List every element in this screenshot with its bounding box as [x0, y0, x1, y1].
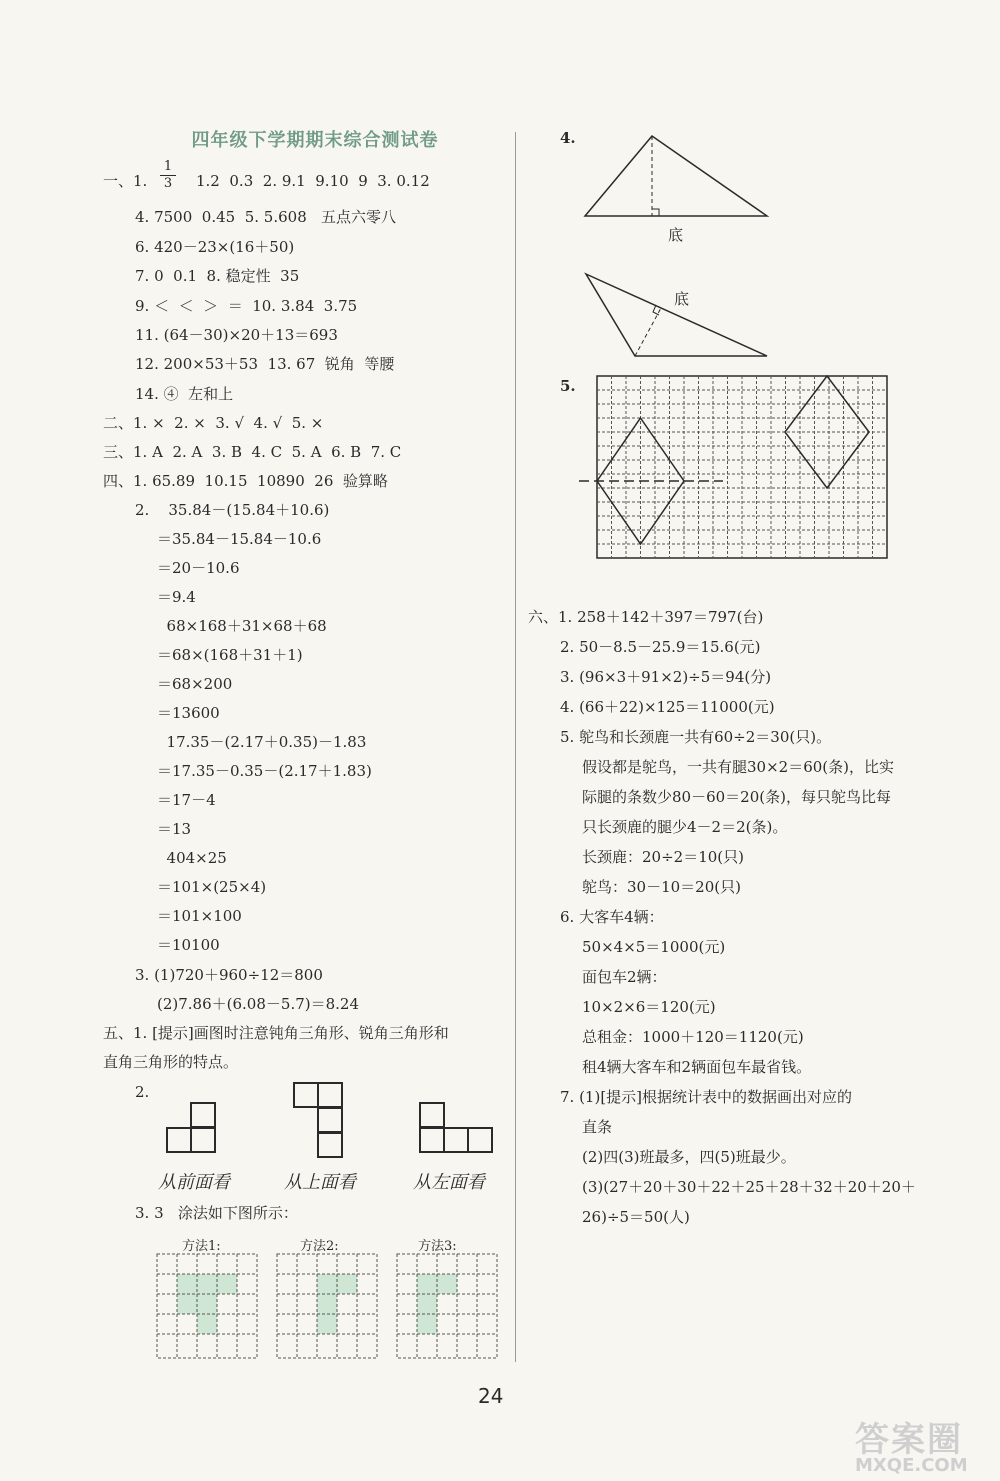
- answer-line: 际腿的条数少80－60＝20(条)，每只鸵鸟比每: [582, 788, 891, 806]
- answer-line: 2. 35.84－(15.84＋10.6): [135, 501, 330, 519]
- answer-line: 3. (96×3＋91×2)÷5＝94(分): [560, 668, 772, 686]
- answer-line: 总租金：1000＋120＝1120(元): [582, 1028, 804, 1046]
- answer-line: 26)÷5＝50(人): [582, 1208, 690, 1226]
- answer-line: ＝10100: [157, 936, 220, 954]
- answer-line: 长颈鹿：20÷2＝10(只): [582, 848, 744, 866]
- triangle-height-figure-2: [580, 268, 780, 363]
- watermark-logo: 答案圈 MXQE.COM: [855, 1420, 968, 1476]
- answer-line: 6. 420－23×(16＋50): [135, 238, 295, 256]
- view-left-figure: [418, 1102, 498, 1154]
- answer-line: 直角三角形的特点。: [103, 1053, 239, 1071]
- answer-line: 四、1. 65.89 10.15 10890 26 验算略: [103, 472, 388, 490]
- answer-line: 5. 鸵鸟和长颈鹿一共有60÷2＝30(只)。: [560, 728, 832, 746]
- answer-line: 404×25: [157, 849, 227, 867]
- answer-line: ＝17.35－0.35－(2.17＋1.83): [157, 762, 372, 780]
- answer-line: 4. 7500 0.45 5. 5.608 五点六零八: [135, 208, 397, 226]
- answer-line: 直条: [582, 1118, 613, 1136]
- answer-line: ＝35.84－15.84－10.6: [157, 530, 322, 548]
- question-number: 4.: [560, 129, 576, 147]
- answer-line: 3. 3 涂法如下图所示：: [135, 1204, 298, 1222]
- answer-line: 五、1. [提示]画图时注意钝角三角形、锐角三角形和: [103, 1024, 449, 1042]
- triangle-height-figure-1: [580, 132, 780, 222]
- answer-line: ＝13600: [157, 704, 220, 722]
- answer-line: 14. ④ 左和上: [135, 385, 234, 403]
- column-divider: [515, 132, 516, 1362]
- answer-line: 一、1.: [103, 172, 148, 190]
- page-title: 四年级下学期期末综合测试卷: [191, 130, 439, 151]
- coloring-grid-method-2: [277, 1254, 377, 1360]
- method-label: 方法3:: [418, 1239, 457, 1254]
- view-label-front: 从前面看: [158, 1172, 230, 1193]
- question-number: 5.: [560, 377, 576, 395]
- symmetry-grid-figure: [597, 376, 889, 562]
- answer-line: 租4辆大客车和2辆面包车最省钱。: [582, 1058, 812, 1076]
- answer-line: 68×168＋31×68＋68: [157, 617, 327, 635]
- view-top-figure: [292, 1082, 352, 1160]
- view-label-top: 从上面看: [284, 1172, 356, 1193]
- coloring-grid-method-1: [157, 1254, 257, 1360]
- answer-line: 鸵鸟：30－10＝20(只): [582, 878, 741, 896]
- coloring-grid-method-3: [397, 1254, 497, 1360]
- answer-line: ＝101×100: [157, 907, 242, 925]
- answer-line: 4. (66＋22)×125＝11000(元): [560, 698, 775, 716]
- answer-line: (3)(27＋20＋30＋22＋25＋28＋32＋20＋20＋: [582, 1178, 916, 1196]
- answer-line: 2. 50－8.5－25.9＝15.6(元): [560, 638, 761, 656]
- answer-line: ＝13: [157, 820, 192, 838]
- answer-line: ＝20－10.6: [157, 559, 240, 577]
- answer-line: 六、1. 258＋142＋397＝797(台): [528, 608, 764, 626]
- fraction: 1 3: [160, 160, 176, 191]
- answer-line: 11. (64－30)×20＋13＝693: [135, 326, 338, 344]
- answer-line: 6. 大客车4辆：: [560, 908, 664, 926]
- method-label: 方法2:: [300, 1239, 339, 1254]
- answer-line: ＝17－4: [157, 791, 216, 809]
- answer-line: ＝68×200: [157, 675, 233, 693]
- base-label: 底: [668, 226, 684, 244]
- base-label: 底: [674, 290, 690, 308]
- answer-line: 12. 200×53＋53 13. 67 锐角 等腰: [135, 355, 395, 373]
- answer-line: 3. (1)720＋960÷12＝800: [135, 966, 323, 984]
- answer-line: ＝9.4: [157, 588, 196, 606]
- answer-line: 只长颈鹿的腿少4－2＝2(条)。: [582, 818, 788, 836]
- answer-line: 三、1. A 2. A 3. B 4. C 5. A 6. B 7. C: [103, 443, 402, 461]
- answer-line: 50×4×5＝1000(元): [582, 938, 726, 956]
- answer-line: 7. 0 0.1 8. 稳定性 35: [135, 267, 300, 285]
- answer-line: 10×2×6＝120(元): [582, 998, 716, 1016]
- page-number: 24: [478, 1384, 504, 1408]
- answer-line: 假设都是鸵鸟，一共有腿30×2＝60(条)，比实: [582, 758, 894, 776]
- answer-line: 2.: [135, 1083, 150, 1101]
- method-label: 方法1:: [182, 1239, 221, 1254]
- answer-line: ＝101×(25×4): [157, 878, 267, 896]
- answer-line: 17.35－(2.17＋0.35)－1.83: [157, 733, 367, 751]
- answer-line: 7. (1)[提示]根据统计表中的数据画出对应的: [560, 1088, 853, 1106]
- view-front-figure: [165, 1102, 225, 1154]
- answer-line: 9. ＜ ＜ ＞ ＝ 10. 3.84 3.75: [135, 297, 358, 315]
- view-label-left: 从左面看: [413, 1172, 485, 1193]
- answer-line: 1.2 0.3 2. 9.1 9.10 9 3. 0.12: [196, 172, 430, 190]
- answer-line: (2)四(3)班最多，四(5)班最少。: [582, 1148, 796, 1166]
- answer-line: 面包车2辆：: [582, 968, 667, 986]
- answer-line: 二、1. × 2. × 3. √ 4. √ 5. ×: [103, 414, 324, 432]
- answer-line: (2)7.86＋(6.08－5.7)＝8.24: [157, 995, 360, 1013]
- answer-line: ＝68×(168＋31＋1): [157, 646, 303, 664]
